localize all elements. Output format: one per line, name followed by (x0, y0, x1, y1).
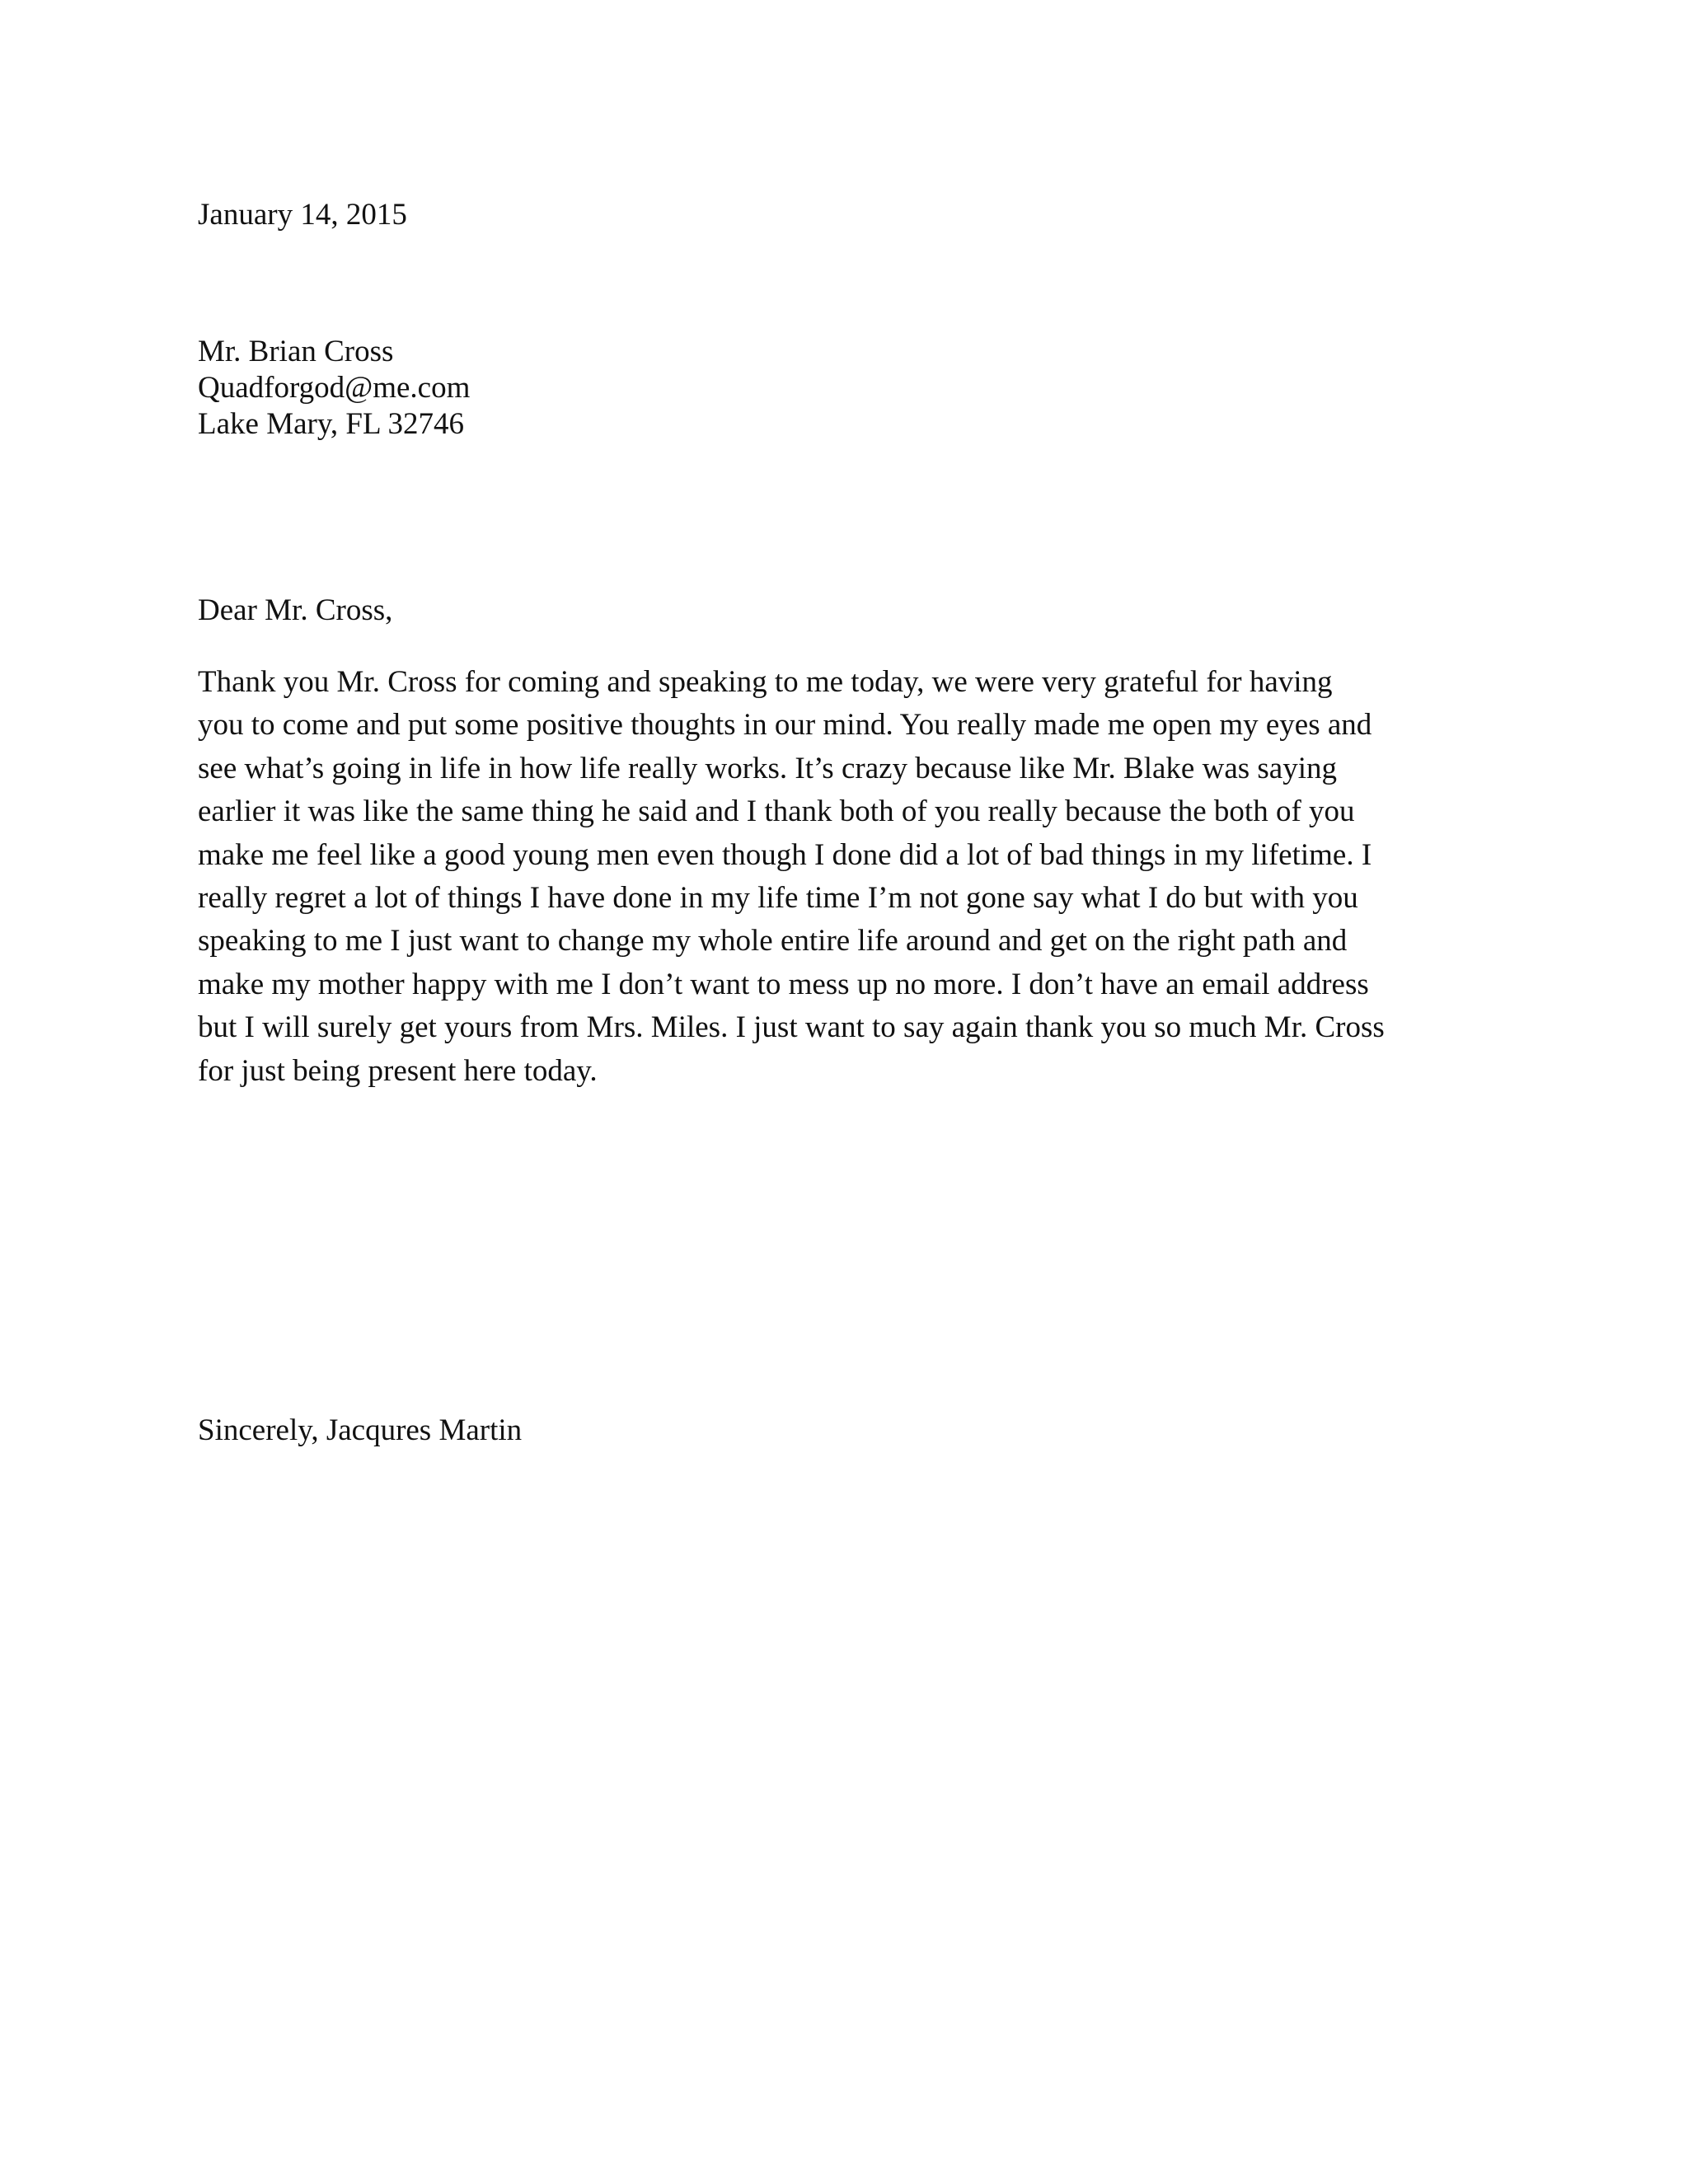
body-line: really regret a lot of things I have done in my life time I’m not gone say what I do but with you (198, 880, 1358, 915)
salutation: Dear Mr. Cross, (198, 593, 393, 627)
body-line: Thank you Mr. Cross for coming and speaking to me today, we were very grateful for having (198, 665, 1333, 699)
letter-date: January 14, 2015 (198, 198, 407, 232)
closing-signature: Sincerely, Jacqures Martin (198, 1413, 523, 1447)
recipient-name: Mr. Brian Cross (198, 335, 394, 368)
body-line: for just being present here today. (198, 1053, 598, 1088)
body-line: make me feel like a good young men even though I done did a lot of bad things in my lifetime. I (198, 837, 1372, 872)
letter-body (198, 661, 1385, 1093)
body-line: see what’s going in life in how life really works. It’s crazy because like Mr. Blake was saying (198, 751, 1337, 785)
body-line: make my mother happy with me I don’t want to mess up no more. I don’t have an email address (198, 967, 1369, 1001)
body-line: speaking to me I just want to change my whole entire life around and get on the right path and (198, 924, 1348, 958)
body-line: earlier it was like the same thing he said and I thank both of you really because the both of you (198, 794, 1355, 829)
body-line: you to come and put some positive thoughts in our mind. You really made me open my eyes and (198, 708, 1372, 743)
recipient-block (198, 334, 470, 443)
recipient-email: Quadforgod@me.com (198, 371, 471, 405)
recipient-city-state-zip: Lake Mary, FL 32746 (198, 407, 464, 441)
body-line: but I will surely get yours from Mrs. Miles. I just want to say again thank you so much Mr. Cross (198, 1010, 1385, 1045)
